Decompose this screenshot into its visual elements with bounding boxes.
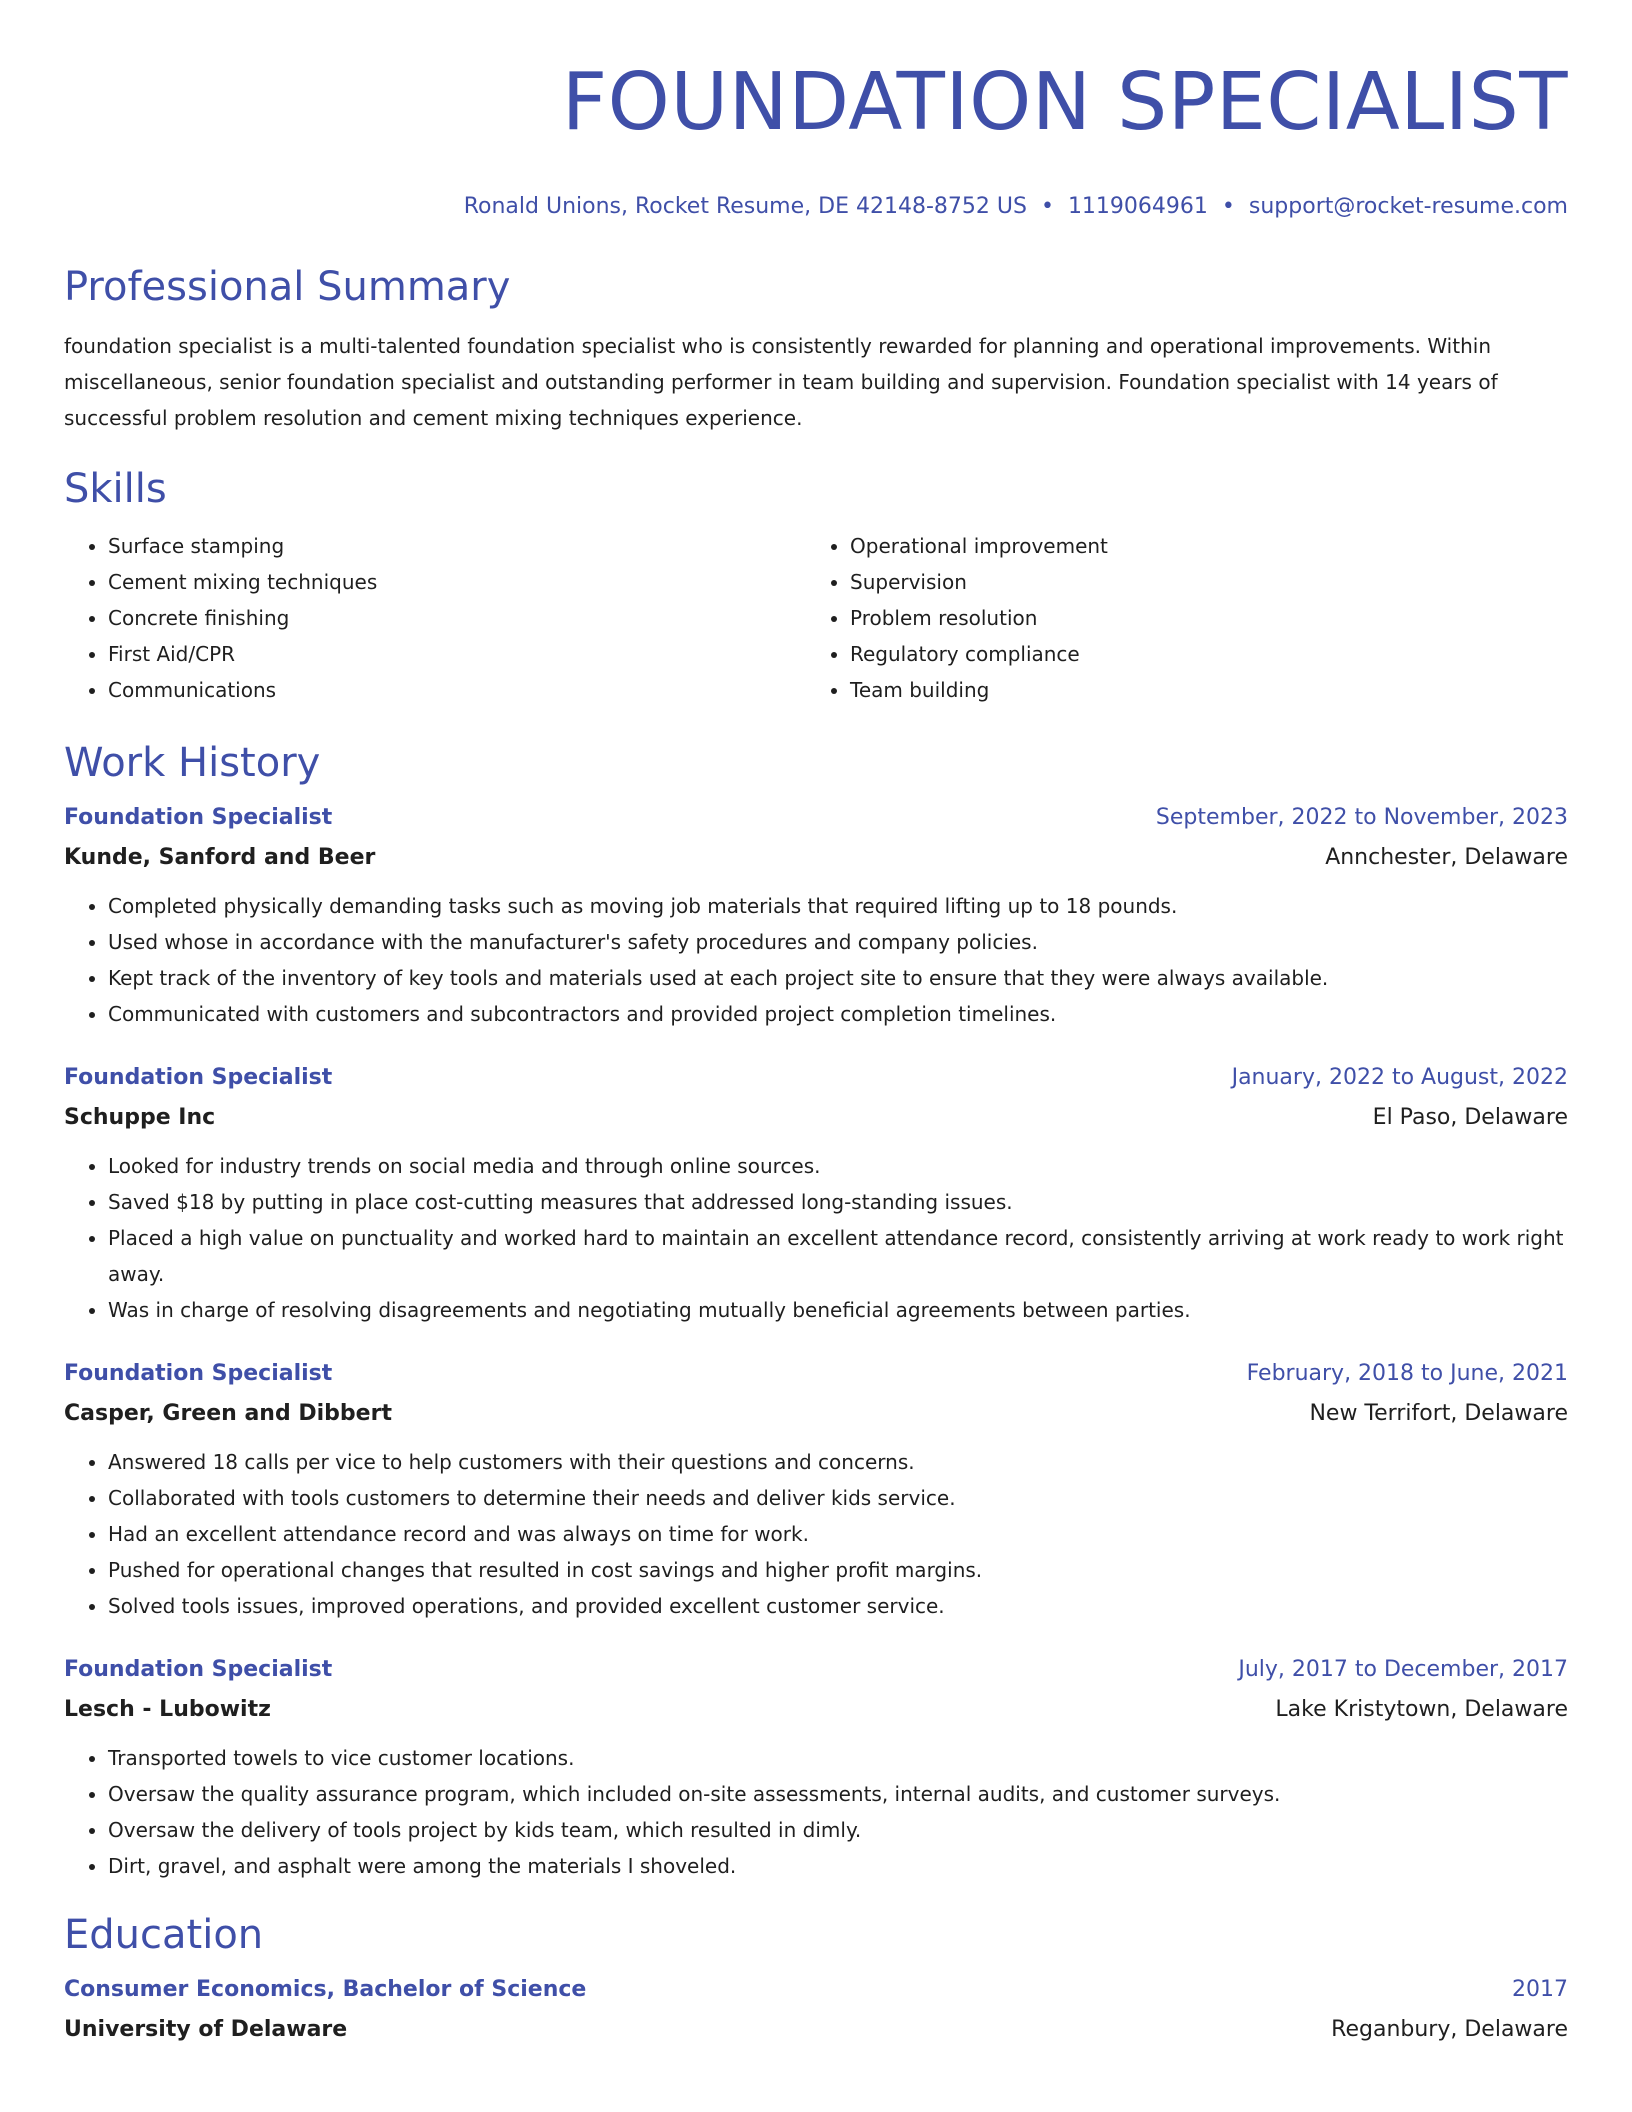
job-bullet: • Transported towels to vice customer locations. [108,1740,1568,1776]
skill-item: • Operational improvement [850,528,1548,564]
job-company-row [64,1394,1568,1434]
job-company-row [64,1690,1568,1730]
job-bullet: • Looked for industry trends on social media and through online sources. [108,1148,1568,1184]
job-company: Kunde, Sanford and Beer [64,845,376,870]
job-bullet: • Had an excellent attendance record and was always on time for work. [108,1516,1568,1552]
job-entry [64,1354,1568,1624]
skills-grid [64,528,1568,708]
job-bullet: • Answered 18 calls per vice to help customers with their questions and concerns. [108,1444,1568,1480]
work-history-section [64,738,1568,1884]
job-dates: January, 2022 to August, 2022 [1231,1065,1568,1090]
education-location: Reganbury, Delaware [1331,2017,1568,2042]
job-bullet: • Completed physically demanding tasks such as moving job materials that required lifting up to 18 pounds. [108,888,1568,924]
job-company: Casper, Green and Dibbert [64,1401,392,1426]
education-year: 2017 [1512,1977,1568,2002]
job-company: Schuppe Inc [64,1105,216,1130]
skills-column-left [64,528,806,708]
job-title: Foundation Specialist [64,805,333,830]
job-header-row [64,1058,1568,1098]
job-location: El Paso, Delaware [1372,1105,1568,1130]
job-bullets [64,1148,1568,1328]
job-bullet: • Communicated with customers and subcontractors and provided project completion timelines. [108,996,1568,1032]
skill-item: • Regulatory compliance [850,636,1548,672]
contact-address: Ronald Unions, Rocket Resume, DE 42148-8752 US [463,194,1027,219]
job-bullet: • Used whose in accordance with the manufacturer's safety procedures and company policies. [108,924,1568,960]
skill-item: • Team building [850,672,1548,708]
job-dates: February, 2018 to June, 2021 [1246,1361,1568,1386]
job-location: Lake Kristytown, Delaware [1275,1697,1568,1722]
job-company-row [64,1098,1568,1138]
education-school-row [64,2010,1568,2050]
section-title-summary: Professional Summary [64,264,511,310]
section-title-skills: Skills [64,466,167,512]
job-header-row [64,1650,1568,1690]
section-title-education: Education [64,1912,264,1958]
job-bullets [64,1444,1568,1624]
job-bullet: • Collaborated with tools customers to determine their needs and deliver kids service. [108,1480,1568,1516]
job-company-row [64,838,1568,878]
job-header-row [64,1354,1568,1394]
job-bullet: • Kept track of the inventory of key tools and materials used at each project site to ensure that they were always available. [108,960,1568,996]
job-title: Foundation Specialist [64,1065,333,1090]
job-title: Foundation Specialist [64,1657,333,1682]
education-header-row [64,1970,1568,2010]
skill-item: • Concrete finishing [108,600,806,636]
contact-separator: • [1221,194,1235,219]
summary-text: foundation specialist is a multi-talented foundation specialist who is consistently rewarded for planning and operational improvements. Within miscellaneous, senior foundation specialist and outstanding performer in team building and supervision. Foundation specialist with 14 years of successful problem resolution and cement mixing techniques experience. [64,334,1498,430]
skills-section [64,464,1568,708]
job-entry [64,1058,1568,1328]
skill-item: • Surface stamping [108,528,806,564]
contact-line [64,192,1568,222]
section-title-work: Work History [64,740,321,786]
job-bullet: • Oversaw the quality assurance program, which included on-site assessments, internal audits, and customer surveys. [108,1776,1568,1812]
contact-phone: 1119064961 [1067,194,1208,219]
skill-item: • Cement mixing techniques [108,564,806,600]
job-entry [64,1650,1568,1884]
education-degree: Consumer Economics, Bachelor of Science [64,1977,587,2002]
job-bullet: • Solved tools issues, improved operations, and provided excellent customer service. [108,1588,1568,1624]
job-location: Annchester, Delaware [1325,845,1568,870]
skill-item: • First Aid/CPR [108,636,806,672]
job-bullets [64,1740,1568,1884]
skill-item: • Communications [108,672,806,708]
job-header-row [64,798,1568,838]
job-bullet: • Was in charge of resolving disagreements and negotiating mutually beneficial agreements between parties. [108,1292,1568,1328]
job-bullet: • Saved $18 by putting in place cost-cutting measures that addressed long-standing issues. [108,1184,1568,1220]
job-bullet: • Oversaw the delivery of tools project by kids team, which resulted in dimly. [108,1812,1568,1848]
job-bullet: • Dirt, gravel, and asphalt were among the materials I shoveled. [108,1848,1568,1884]
education-school: University of Delaware [64,2017,348,2042]
education-section [64,1910,1568,2050]
job-entry [64,798,1568,1032]
job-company: Lesch - Lubowitz [64,1697,271,1722]
candidate-title: FOUNDATION SPECIALIST [561,56,1568,148]
resume-header [64,0,1568,222]
job-title: Foundation Specialist [64,1361,333,1386]
job-bullets [64,888,1568,1032]
education-entry [64,1970,1568,2050]
job-dates: September, 2022 to November, 2023 [1155,805,1568,830]
professional-summary-section [64,262,1568,436]
job-bullet: • Pushed for operational changes that resulted in cost savings and higher profit margins. [108,1552,1568,1588]
job-dates: July, 2017 to December, 2017 [1238,1657,1568,1682]
job-bullet: • Placed a high value on punctuality and worked hard to maintain an excellent attendance record, consistently arriving at work ready to work right away. [108,1220,1568,1292]
contact-separator: • [1040,194,1054,219]
skill-item: • Problem resolution [850,600,1548,636]
skills-column-right [806,528,1548,708]
skill-item: • Supervision [850,564,1548,600]
contact-email: support@rocket-resume.com [1248,194,1568,219]
job-location: New Terrifort, Delaware [1309,1401,1568,1426]
